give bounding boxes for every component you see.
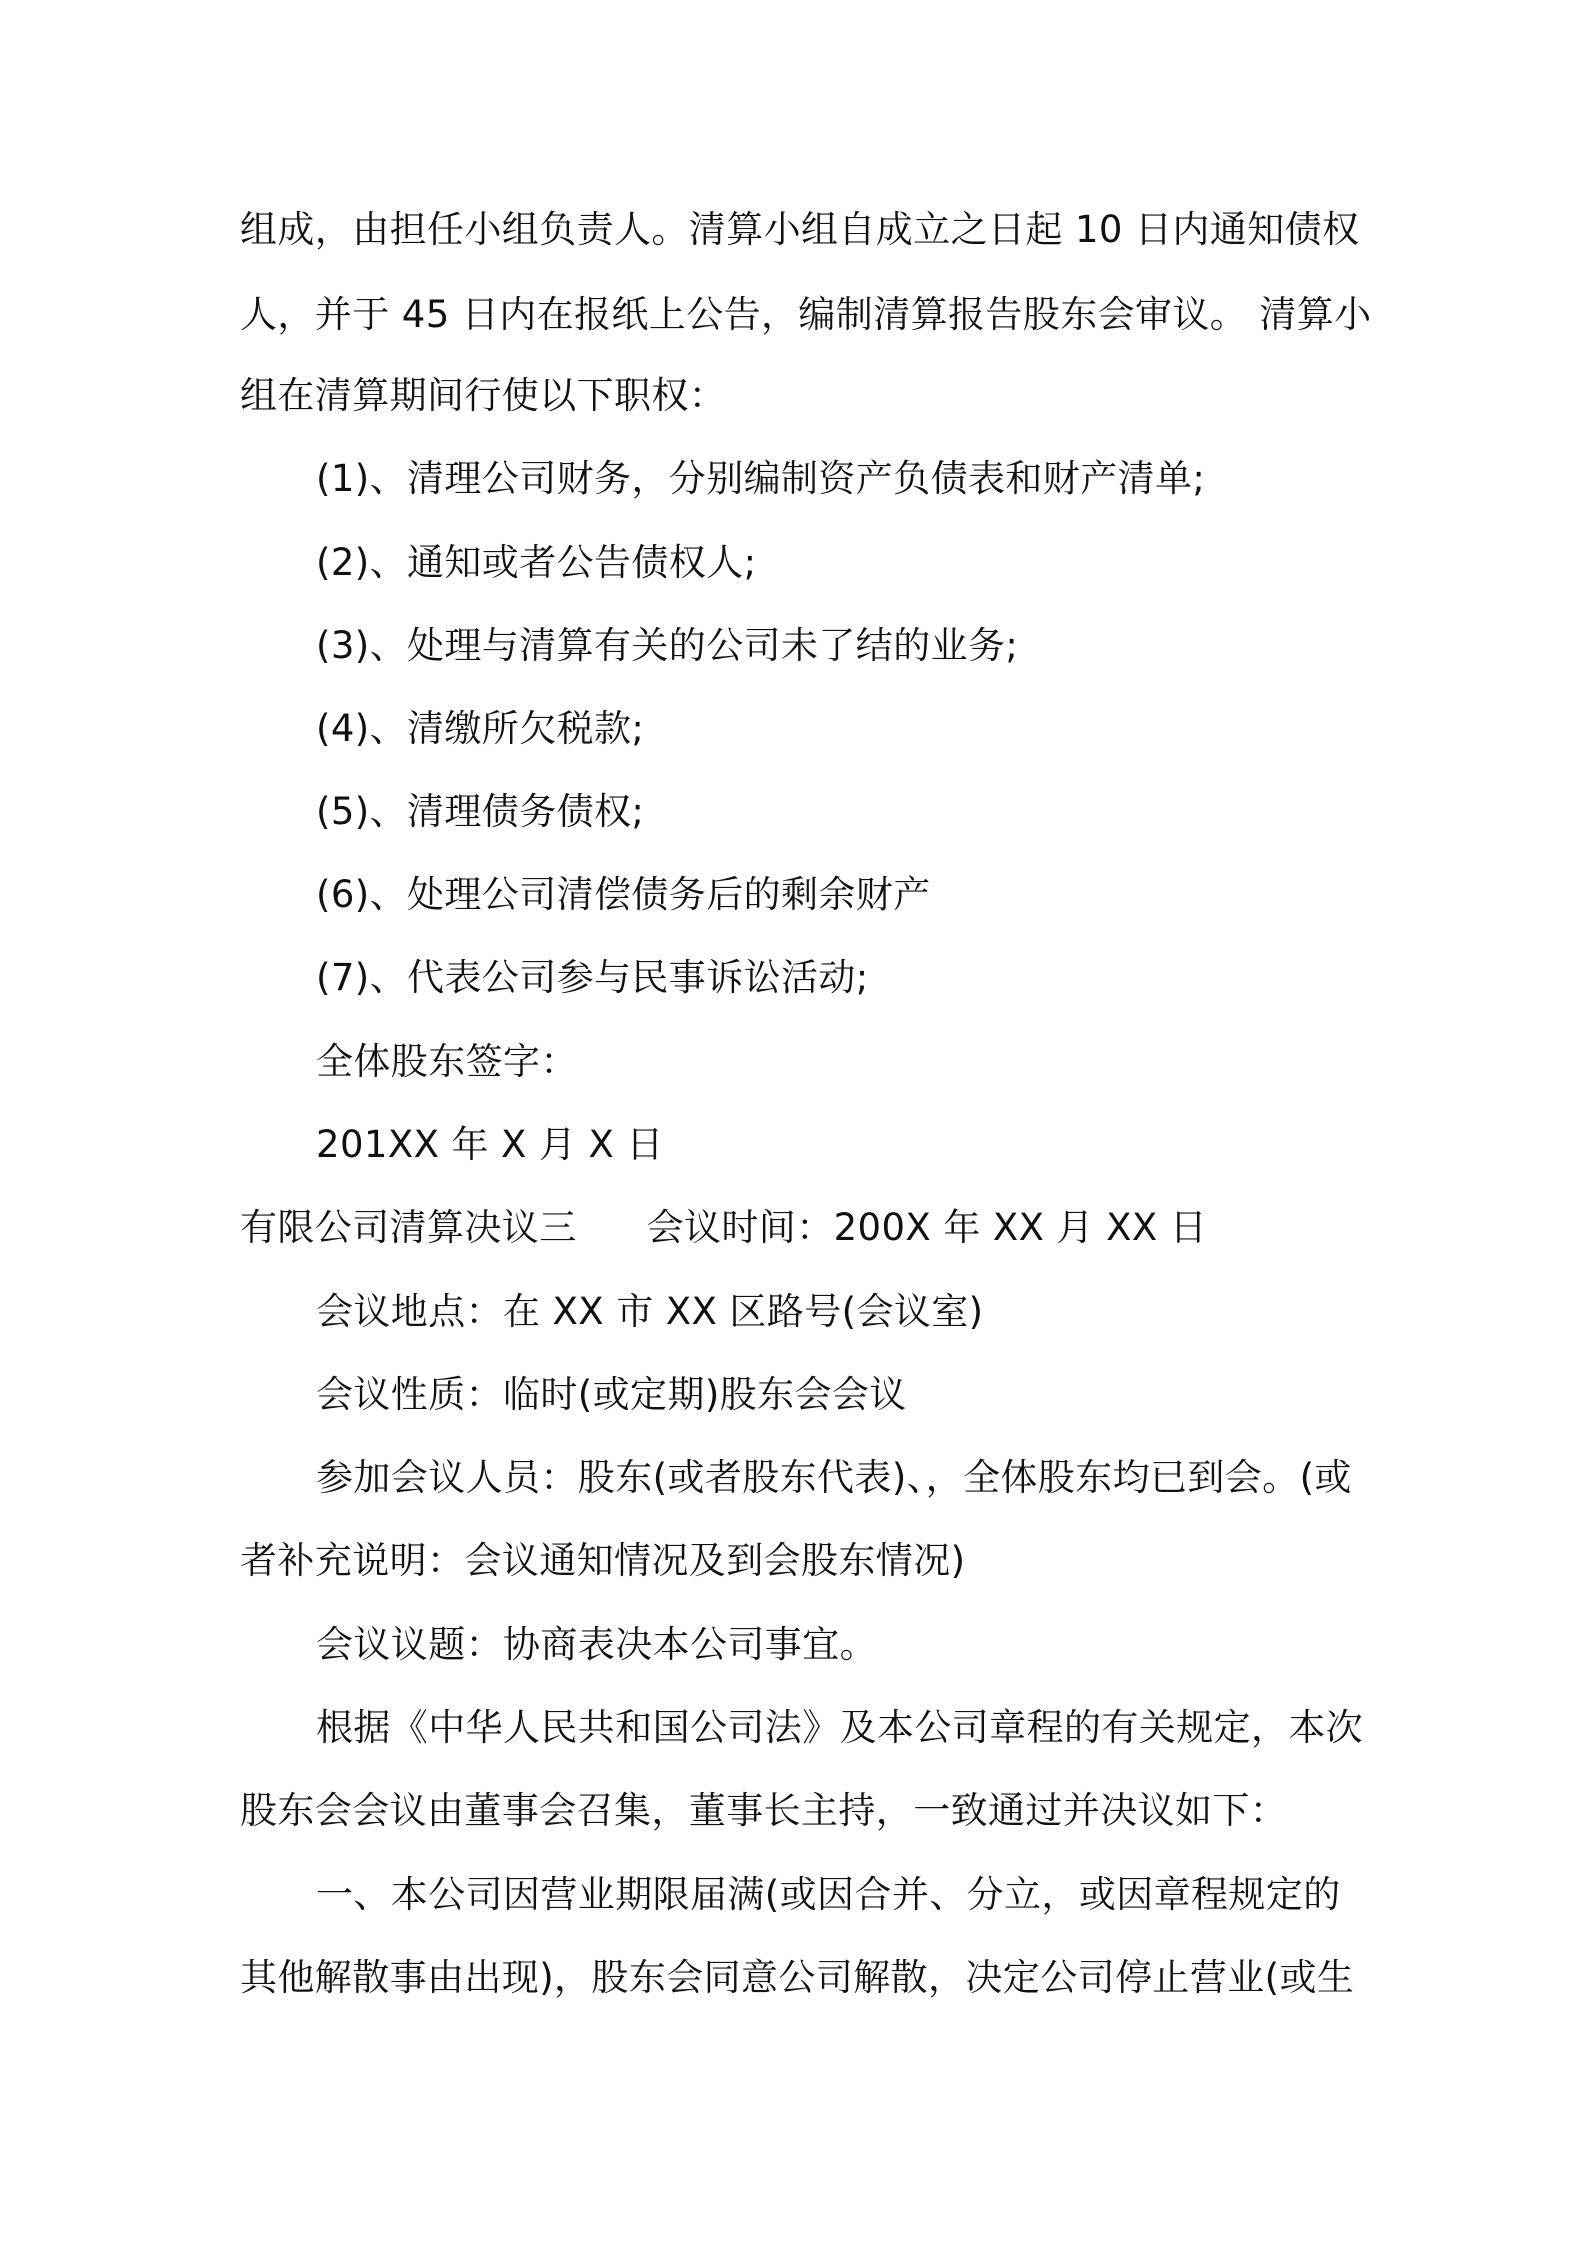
list-item: (5)、清理债务债权; — [316, 790, 645, 833]
signature-date: 201XX 年 X 月 X 日 — [316, 1123, 664, 1166]
paragraph-line: 组在清算期间行使以下职权： — [240, 374, 727, 417]
meeting-location: 会议地点：在 XX 市 XX 区路号(会议室) — [316, 1290, 984, 1333]
resolution-heading-line — [240, 1203, 1360, 1253]
list-item: (1)、清理公司财务，分别编制资产负债表和财产清单; — [316, 457, 1206, 500]
list-item: (7)、代表公司参与民事诉讼活动; — [316, 956, 869, 999]
paragraph-line: 股东会会议由董事会召集，董事长主持，一致通过并决议如下： — [240, 1789, 1288, 1832]
list-item: (6)、处理公司清偿债务后的剩余财产 — [316, 873, 931, 916]
attendees-line: 参加会议人员：股东(或者股东代表)、，全体股东均已到会。(或 — [316, 1456, 1352, 1499]
meeting-topic: 会议议题：协商表决本公司事宜。 — [316, 1623, 877, 1666]
resolution-title: 有限公司清算决议三 — [240, 1206, 577, 1249]
paragraph-line: 组成，由担任小组负责人。清算小组自成立之日起 10 日内通知债权 — [240, 208, 1360, 251]
paragraph-line: 一、本公司因营业期限届满(或因合并、分立，或因章程规定的 — [316, 1873, 1341, 1916]
attendees-line-continued: 者补充说明：会议通知情况及到会股东情况) — [240, 1539, 966, 1582]
paragraph-line: 人，并于 45 日内在报纸上公告，编制清算报告股东会审议。 清算小 — [240, 293, 1372, 336]
list-item: (2)、通知或者公告债权人; — [316, 541, 757, 584]
signature-label: 全体股东签字： — [316, 1040, 578, 1083]
meeting-time: 会议时间：200X 年 XX 月 XX 日 — [646, 1206, 1208, 1249]
list-item: (3)、处理与清算有关的公司未了结的业务; — [316, 624, 1019, 667]
list-item: (4)、清缴所欠税款; — [316, 707, 645, 750]
paragraph-line: 根据《中华人民共和国公司法》及本公司章程的有关规定，本次 — [316, 1706, 1364, 1749]
meeting-nature: 会议性质：临时(或定期)股东会会议 — [316, 1373, 907, 1416]
paragraph-line: 其他解散事由出现)，股东会同意公司解散，决定公司停止营业(或生 — [240, 1956, 1355, 1999]
